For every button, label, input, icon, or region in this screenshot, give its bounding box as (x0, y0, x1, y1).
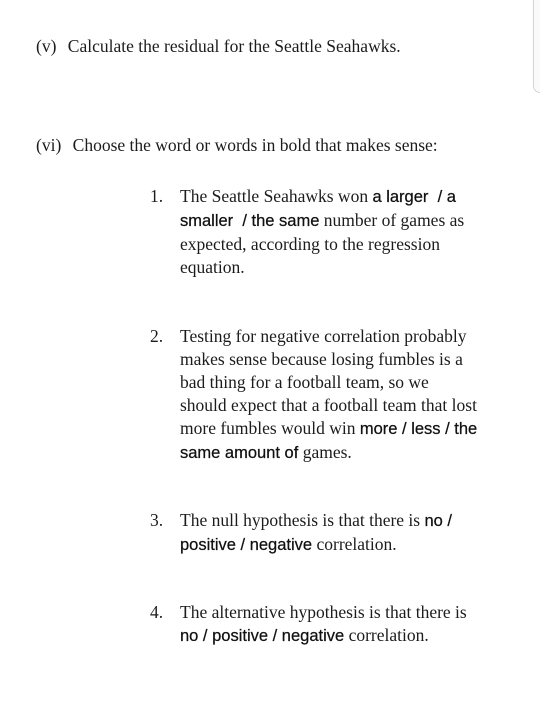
question-v (36, 35, 401, 58)
list-item-4-number: 4. (150, 602, 164, 622)
item-2-line4: should expect that a football team that lost (180, 395, 477, 415)
item-3-line1-text: The null hypothesis is that there is (180, 510, 425, 530)
item-3-line2-text: correlation. (312, 534, 397, 554)
scrollbar-edge[interactable] (533, 0, 540, 93)
question-vi-text: Choose the word or words in bold that makes sense: (72, 135, 438, 155)
list-item-3-text (180, 509, 510, 557)
question-vi-number: (vi) (36, 135, 62, 155)
item-1-choice-part1: a larger / a (372, 188, 456, 206)
question-v-number: (v) (36, 36, 57, 56)
list-item-1 (150, 185, 510, 279)
list-item-2 (150, 325, 510, 465)
item-3-choice-part2: positive / negative (180, 536, 313, 554)
list-item-2-number: 2. (150, 326, 164, 346)
list-item-4-text (180, 601, 510, 648)
item-2-choice-part1: more / less / the (359, 420, 478, 438)
list-item-3 (150, 509, 510, 557)
item-4-line2-text: correlation. (344, 625, 429, 645)
item-1-line2-text: number of games as (319, 210, 465, 230)
item-3-choice-part1: no / (424, 512, 453, 530)
item-2-line3: bad thing for a football team, so we (180, 372, 429, 392)
item-1-line3: expected, according to the regression (180, 234, 440, 254)
item-2-line6-text: games. (298, 442, 352, 462)
question-v-text: Calculate the residual for the Seattle Seahawks. (67, 36, 401, 56)
item-1-line4: equation. (180, 257, 245, 277)
item-4-line1: The alternative hypothesis is that there is (180, 602, 467, 622)
list-item-1-text (180, 185, 510, 279)
item-1-line1-text: The Seattle Seahawks won (180, 186, 373, 206)
item-2-line1: Testing for negative correlation probably (180, 326, 467, 346)
list-item-3-number: 3. (150, 510, 164, 530)
list-item-4 (150, 601, 510, 648)
list-item-2-text (180, 325, 510, 465)
item-2-choice-part2: same amount of (180, 444, 299, 462)
question-vi (36, 134, 438, 157)
item-2-line5-text: more fumbles would win (180, 418, 360, 438)
item-1-choice-part2: smaller / the same (180, 212, 320, 230)
item-2-line2: makes sense because losing fumbles is a (180, 349, 463, 369)
list-item-1-number: 1. (150, 186, 164, 206)
item-4-choice: no / positive / negative (180, 627, 345, 645)
